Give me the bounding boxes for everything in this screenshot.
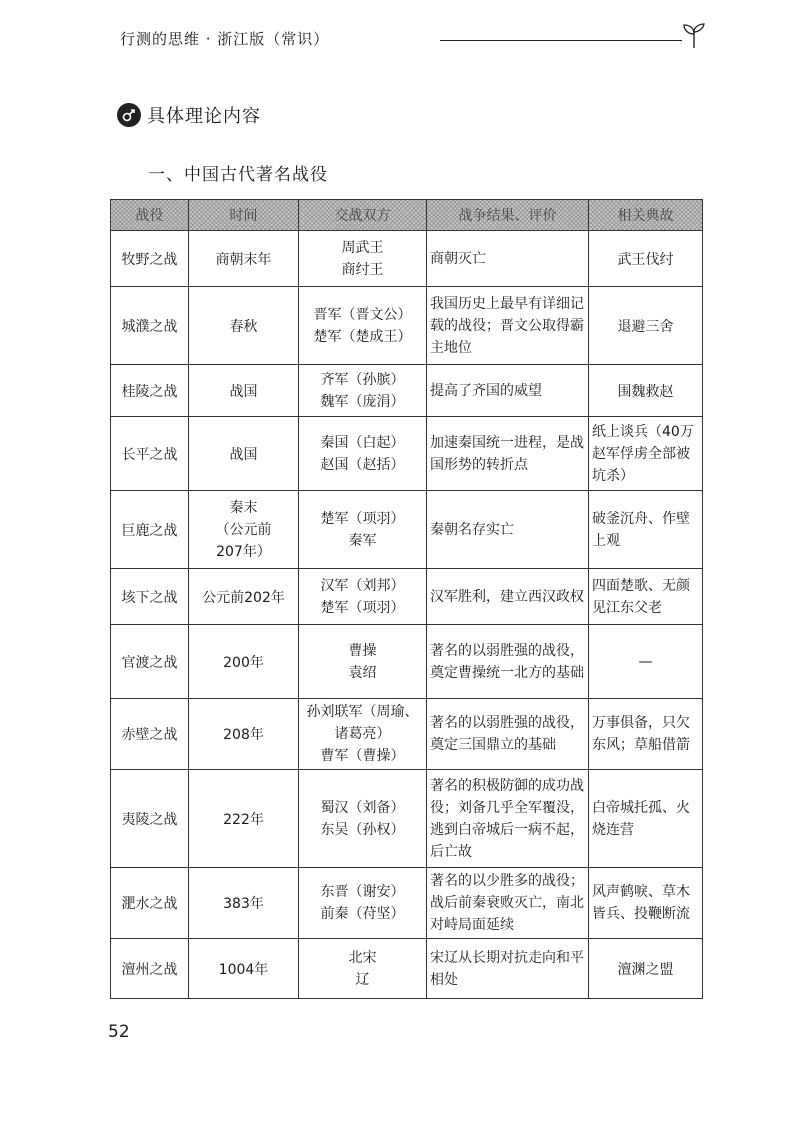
battle-result-cell: 加速秦国统一进程，是战国形势的转折点 bbox=[427, 417, 589, 491]
battle-name-cell: 桂陵之战 bbox=[111, 365, 189, 417]
battle-name-cell: 垓下之战 bbox=[111, 569, 189, 625]
battle-result-cell: 宋辽从长期对抗走向和平相处 bbox=[427, 939, 589, 999]
battle-time-cell: 战国 bbox=[189, 365, 299, 417]
battle-name-cell: 牧野之战 bbox=[111, 231, 189, 287]
book-title: 行测的思维 · 浙江版（常识） bbox=[120, 30, 330, 48]
battle-allusion-cell: 四面楚歌、无颜见江东父老 bbox=[589, 569, 703, 625]
section-title: 具体理论内容 bbox=[147, 106, 261, 127]
header-battle: 战役 bbox=[111, 200, 189, 231]
battle-time-cell: 商朝末年 bbox=[189, 231, 299, 287]
battle-time-cell: 秦末 （公元前 207年） bbox=[189, 491, 299, 569]
header-rule bbox=[440, 40, 682, 41]
section-heading bbox=[117, 100, 261, 130]
table-row bbox=[111, 625, 703, 699]
subsection-title: 一、中国古代著名战役 bbox=[148, 165, 328, 185]
battle-parties-cell: 孙刘联军（周瑜、诸葛亮） 曹军（曹操） bbox=[299, 699, 427, 770]
battle-name-cell: 长平之战 bbox=[111, 417, 189, 491]
table-row bbox=[111, 699, 703, 770]
battle-result-cell: 著名的积极防御的成功战役；刘备几乎全军覆没，逃到白帝城后一病不起，后亡故 bbox=[427, 770, 589, 868]
battle-parties-cell: 楚军（项羽） 秦军 bbox=[299, 491, 427, 569]
battle-result-cell: 汉军胜利，建立西汉政权 bbox=[427, 569, 589, 625]
battles-table bbox=[110, 199, 703, 999]
battle-time-cell: 222年 bbox=[189, 770, 299, 868]
table-row bbox=[111, 491, 703, 569]
battle-allusion-cell: — bbox=[589, 625, 703, 699]
battle-allusion-cell: 万事俱备，只欠东风；草船借箭 bbox=[589, 699, 703, 770]
header-parties: 交战双方 bbox=[299, 200, 427, 231]
battle-parties-cell: 北宋 辽 bbox=[299, 939, 427, 999]
section-bullet-icon bbox=[117, 103, 141, 127]
header-time: 时间 bbox=[189, 200, 299, 231]
battle-time-cell: 208年 bbox=[189, 699, 299, 770]
battle-parties-cell: 东晋（谢安） 前秦（苻坚） bbox=[299, 868, 427, 939]
battle-allusion-cell: 破釜沉舟、作壁上观 bbox=[589, 491, 703, 569]
page-header bbox=[120, 24, 700, 58]
header-allusion: 相关典故 bbox=[589, 200, 703, 231]
battle-allusion-cell: 武王伐纣 bbox=[589, 231, 703, 287]
battle-parties-cell: 蜀汉（刘备） 东吴（孙权） bbox=[299, 770, 427, 868]
table-row bbox=[111, 939, 703, 999]
battle-allusion-cell: 风声鹤唳、草木皆兵、投鞭断流 bbox=[589, 868, 703, 939]
table-row bbox=[111, 417, 703, 491]
table-row bbox=[111, 868, 703, 939]
battle-result-cell: 著名的以弱胜强的战役，奠定曹操统一北方的基础 bbox=[427, 625, 589, 699]
battle-name-cell: 淝水之战 bbox=[111, 868, 189, 939]
battle-time-cell: 公元前202年 bbox=[189, 569, 299, 625]
page-number: 52 bbox=[108, 1022, 130, 1042]
table-header-row bbox=[111, 200, 703, 231]
battle-time-cell: 383年 bbox=[189, 868, 299, 939]
battle-allusion-cell: 退避三舍 bbox=[589, 287, 703, 365]
battle-allusion-cell: 澶渊之盟 bbox=[589, 939, 703, 999]
header-result: 战争结果、评价 bbox=[427, 200, 589, 231]
battle-name-cell: 澶州之战 bbox=[111, 939, 189, 999]
battle-allusion-cell: 围魏救赵 bbox=[589, 365, 703, 417]
battle-parties-cell: 周武王 商纣王 bbox=[299, 231, 427, 287]
battle-parties-cell: 晋军（晋文公） 楚军（楚成王） bbox=[299, 287, 427, 365]
table-row bbox=[111, 365, 703, 417]
table-row bbox=[111, 569, 703, 625]
sprout-icon bbox=[676, 18, 712, 54]
battle-name-cell: 夷陵之战 bbox=[111, 770, 189, 868]
battle-result-cell: 著名的以弱胜强的战役，奠定三国鼎立的基础 bbox=[427, 699, 589, 770]
battle-time-cell: 春秋 bbox=[189, 287, 299, 365]
battle-result-cell: 提高了齐国的威望 bbox=[427, 365, 589, 417]
battle-name-cell: 城濮之战 bbox=[111, 287, 189, 365]
battle-result-cell: 我国历史上最早有详细记载的战役；晋文公取得霸主地位 bbox=[427, 287, 589, 365]
battle-result-cell: 秦朝名存实亡 bbox=[427, 491, 589, 569]
battle-time-cell: 战国 bbox=[189, 417, 299, 491]
battle-name-cell: 巨鹿之战 bbox=[111, 491, 189, 569]
battle-allusion-cell: 白帝城托孤、火烧连营 bbox=[589, 770, 703, 868]
table-row bbox=[111, 231, 703, 287]
battle-name-cell: 官渡之战 bbox=[111, 625, 189, 699]
battle-parties-cell: 秦国（白起） 赵国（赵括） bbox=[299, 417, 427, 491]
battle-result-cell: 商朝灭亡 bbox=[427, 231, 589, 287]
battle-parties-cell: 曹操 袁绍 bbox=[299, 625, 427, 699]
battle-result-cell: 著名的以少胜多的战役；战后前秦衰败灭亡，南北对峙局面延续 bbox=[427, 868, 589, 939]
table-row bbox=[111, 287, 703, 365]
battle-allusion-cell: 纸上谈兵（40万赵军俘虏全部被坑杀） bbox=[589, 417, 703, 491]
battle-parties-cell: 汉军（刘邦） 楚军（项羽） bbox=[299, 569, 427, 625]
battle-parties-cell: 齐军（孙膑） 魏军（庞涓） bbox=[299, 365, 427, 417]
battle-time-cell: 200年 bbox=[189, 625, 299, 699]
battle-time-cell: 1004年 bbox=[189, 939, 299, 999]
battle-name-cell: 赤壁之战 bbox=[111, 699, 189, 770]
table-row bbox=[111, 770, 703, 868]
table-body bbox=[111, 231, 703, 999]
